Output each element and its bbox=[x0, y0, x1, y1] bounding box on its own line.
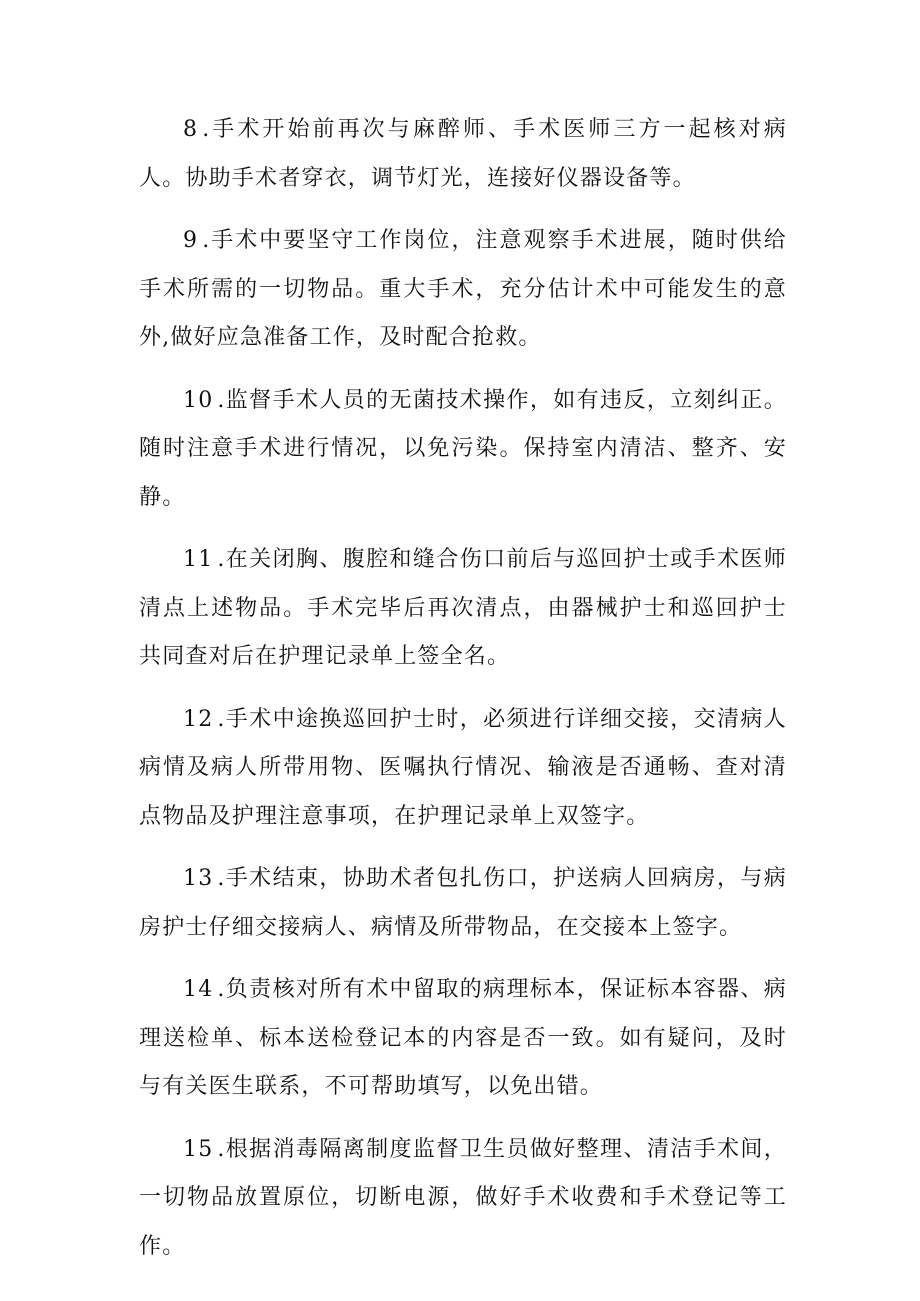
list-item-14 bbox=[139, 966, 787, 1112]
item-number: 8 bbox=[183, 117, 199, 142]
list-item-12 bbox=[139, 696, 787, 842]
item-number: 13 bbox=[183, 866, 214, 891]
list-item-13 bbox=[139, 855, 787, 952]
list-item-9 bbox=[139, 217, 787, 363]
item-text: .根据消毒隔离制度监督卫生员做好整理、清洁手术间，一切物品放置原位，切断电源，做好手术收费和手术登记等工作。 bbox=[139, 1136, 787, 1259]
item-text: .监督手术人员的无菌技术操作，如有违反，立刻纠正。随时注意手术进行情况，以免污染。保持室内清洁、整齐、安静。 bbox=[139, 387, 787, 510]
item-text: .手术中途换巡回护士时，必须进行详细交接，交清病人病情及病人所带用物、医嘱执行情况、输液是否通畅、查对清点物品及护理注意事项，在护理记录单上双签字。 bbox=[139, 706, 787, 829]
item-text: .在关闭胸、腹腔和缝合伤口前后与巡回护士或手术医师清点上述物品。手术完毕后再次清点，由器械护士和巡回护士共同查对后在护理记录单上签全名。 bbox=[139, 547, 787, 669]
list-item-11 bbox=[139, 536, 787, 682]
item-text: .手术开始前再次与麻醉师、手术医师三方一起核对病人。协助手术者穿衣，调节灯光，连接好仪器设备等。 bbox=[139, 117, 787, 191]
item-text: .手术结束，协助术者包扎伤口，护送病人回病房，与病房护士仔细交接病人、病情及所带物品，在交接本上签字。 bbox=[139, 866, 787, 940]
item-number: 14 bbox=[183, 977, 214, 1002]
item-number: 12 bbox=[183, 706, 214, 732]
item-number: 15 bbox=[183, 1136, 214, 1162]
item-text: .负责核对所有术中留取的病理标本，保证标本容器、病理送检单、标本送检登记本的内容是否一致。如有疑问，及时与有关医生联系，不可帮助填写，以免出错。 bbox=[139, 977, 787, 1099]
document-body bbox=[139, 106, 787, 1285]
item-number: 11 bbox=[183, 547, 214, 572]
item-number: 10 bbox=[183, 387, 214, 413]
item-number: 9 bbox=[183, 228, 199, 253]
item-text: .手术中要坚守工作岗位，注意观察手术进展，随时供给手术所需的一切物品。重大手术，充分估计术中可能发生的意外,做好应急准备工作，及时配合抢救。 bbox=[139, 228, 787, 350]
list-item-8 bbox=[139, 106, 787, 203]
list-item-10 bbox=[139, 377, 787, 523]
list-item-15 bbox=[139, 1126, 787, 1272]
